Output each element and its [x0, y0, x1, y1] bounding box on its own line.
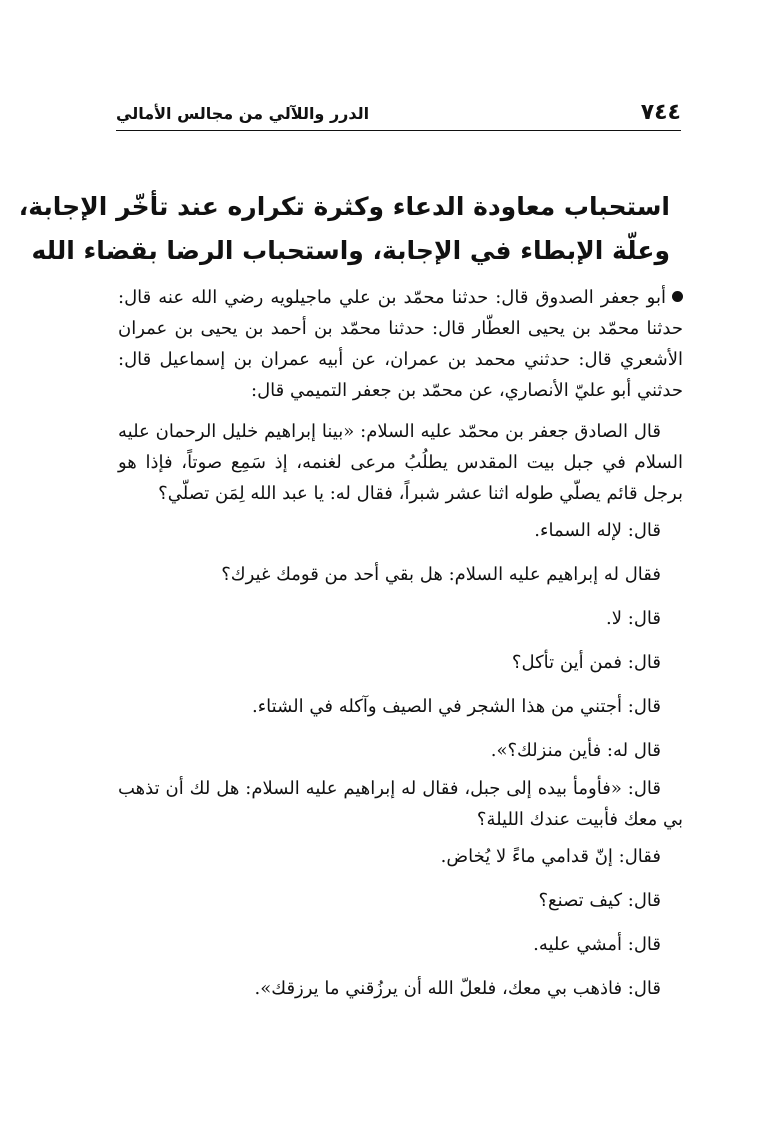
dialogue-line: قال: فمن أين تأكل؟ — [511, 652, 661, 673]
dialogue-line: فقال: إنّ قدامي ماءً لا يُخاض. — [440, 846, 661, 867]
dialogue-line: قال: فاذهب بي معك، فلعلّ الله أن يرزُقني ما يرزقك». — [254, 978, 661, 999]
page-header — [116, 100, 681, 131]
dialogue-line: قال: لإله السماء. — [534, 520, 661, 541]
bullet-icon — [672, 291, 683, 302]
dialogue-line: قال: أمشي عليه. — [533, 934, 661, 955]
dialogue-line: قال: لا. — [606, 608, 661, 629]
dialogue-line: فقال له إبراهيم عليه السلام: هل بقي أحد من قومك غيرك؟ — [221, 564, 661, 585]
dialogue-line: قال: أجتني من هذا الشجر في الصيف وآكله في الشتاء. — [252, 696, 661, 717]
narration — [118, 416, 683, 1011]
running-title: الدرر واللآلي من مجالس الأمالي — [116, 104, 370, 123]
dialogue-line: قال له: فأين منزلك؟». — [490, 740, 661, 761]
dialogue-line: قال: كيف تصنع؟ — [538, 890, 661, 911]
chapter-title-line-1: استحباب معاودة الدعاء وكثرة تكراره عند تأخّر الإجابة، — [18, 192, 670, 221]
isnad-text: أبو جعفر الصدوق قال: حدثنا محمّد بن علي ماجيلويه رضي الله عنه قال: حدثنا محمّد بن يحيى العطّار قال: حدثنا محمّد بن أحمد بن يحيى بن عمران الأشعري قال: حدثني محمد بن عمران، عن أبيه عمران بن إسماعيل قال: حدثني أبو عليّ الأنصاري، عن محمّد بن جعفر التميمي قال: — [118, 287, 683, 401]
page-number: ٧٤٤ — [640, 100, 681, 125]
chapter-title — [18, 185, 670, 273]
body-text — [118, 282, 683, 1011]
narration-opening: قال الصادق جعفر بن محمّد عليه السلام: «بينا إبراهيم خليل الرحمان عليه السلام في جبل بيت المقدس يطلُبُ مرعى لغنمه، إذ سَمِع صوتاً، فإذا هو برجل قائم يصلّي طوله اثنا عشر شبراً، فقال له: يا عبد الله لِمَن تصلّي؟ — [118, 421, 683, 504]
narration-wrap-paragraph: قال: «فأومأ بيده إلى جبل، فقال له إبراهيم عليه السلام: هل لك أن تذهب بي معك فأبيت عندك الليلة؟ — [118, 778, 683, 830]
isnad-paragraph — [118, 282, 683, 406]
chapter-title-line-2: وعلّة الإبطاء في الإجابة، واستحباب الرضا بقضاء الله — [31, 236, 670, 265]
